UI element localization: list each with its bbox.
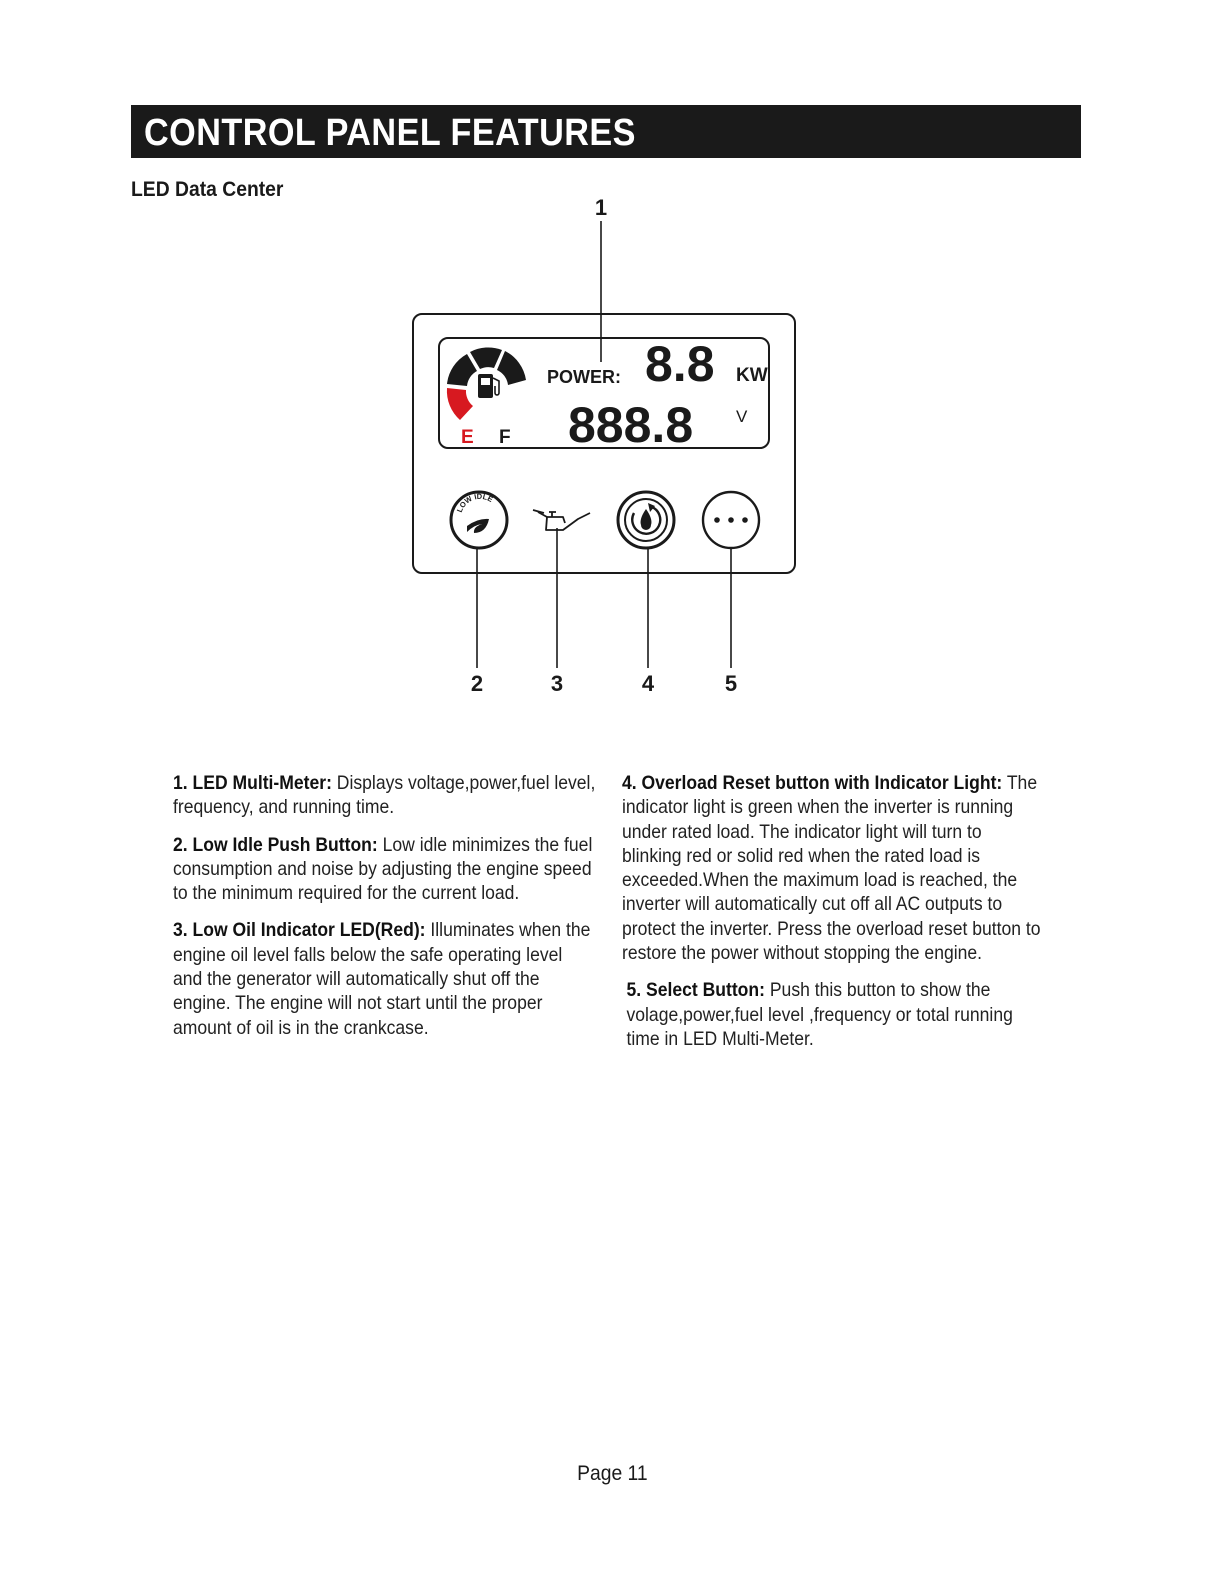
voltage-value: 888.8 — [568, 397, 694, 453]
feature-description: Low idle minimizes the fuel consumption and noise by adjusting the engine speed to the minimum required for the current load. — [173, 833, 593, 905]
dot-icon — [742, 517, 748, 523]
callout-number-1: 1 — [594, 195, 608, 220]
feature-description: The indicator light is green when the inverter is running under rated load. The indicator light will turn to blinking red or solid red when the rated load is exceeded.When the maximum load is reached, the inverter will automatically cut off all AC outputs to protect the inverter. Press the overload reset button to restore the power without stopping the engine. — [622, 772, 1041, 965]
feature-description: Displays voltage,power,fuel level, frequency, and running time. — [173, 772, 596, 819]
feature-term: 2. Low Idle Push Button: — [173, 833, 378, 856]
select-button[interactable] — [703, 492, 759, 548]
features-column-left — [173, 771, 596, 1053]
drop-icon — [641, 509, 652, 530]
fuel-pump-icon — [478, 374, 499, 398]
callout-number-5: 5 — [724, 671, 738, 696]
fuel-segment — [497, 351, 526, 385]
power-value: 8.8 — [645, 336, 715, 392]
control-panel-diagram — [0, 0, 1224, 720]
feature-term: 3. Low Oil Indicator LED(Red): — [173, 919, 426, 942]
voltage-unit: V — [736, 407, 748, 426]
feature-item — [173, 918, 596, 1039]
callout-number-3: 3 — [550, 671, 564, 696]
feature-item — [173, 771, 596, 820]
low-idle-label: LOW IDLE — [454, 491, 495, 514]
page-number: Page 11 — [576, 1462, 648, 1485]
fuel-segment-empty — [447, 388, 473, 420]
feature-item — [622, 978, 1045, 1051]
callout-number-4: 4 — [641, 671, 655, 696]
fuel-segment — [470, 347, 502, 369]
feature-description: Illuminates when the engine oil level falls below the safe operating level and the generator will automatically shut off the engine. The engine will not start until the proper amount of oil is in the crankcase. — [173, 919, 591, 1039]
feature-term: 1. LED Multi-Meter: — [173, 772, 332, 794]
section-subtitle: LED Data Center — [131, 178, 284, 201]
overload-reset-button[interactable] — [618, 492, 674, 548]
callout-number-2: 2 — [470, 671, 484, 696]
leaf-icon — [467, 519, 489, 533]
oil-can-icon — [533, 510, 590, 530]
fuel-full-label: F — [499, 427, 511, 448]
features-column-right — [622, 771, 1045, 1064]
feature-term: 5. Select Button: — [626, 979, 765, 1002]
feature-item — [622, 771, 1045, 965]
dot-icon — [728, 517, 734, 523]
feature-description: Push this button to show the volage,power,fuel level ,frequency or total running time in LED Multi-Meter. — [626, 979, 1013, 1050]
fuel-empty-label: E — [461, 427, 474, 448]
feature-item — [173, 833, 596, 906]
page-title: CONTROL PANEL FEATURES — [144, 112, 636, 154]
low-idle-button[interactable] — [451, 492, 507, 548]
dot-icon — [714, 517, 720, 523]
power-unit: KW — [736, 365, 768, 386]
feature-term: 4. Overload Reset button with Indicator Light: — [622, 772, 1003, 794]
power-label: POWER: — [547, 367, 621, 387]
fuel-segment — [447, 354, 477, 386]
